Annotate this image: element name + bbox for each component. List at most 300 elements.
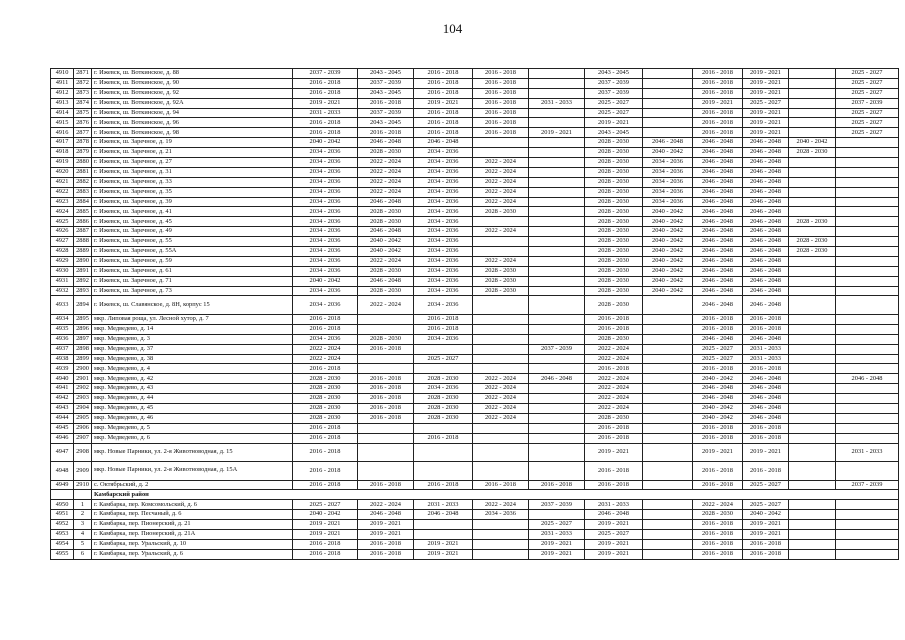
repair-period-cell: 2046 - 2048 bbox=[693, 177, 743, 187]
repair-period-cell bbox=[643, 404, 693, 414]
repair-period-cell bbox=[643, 530, 693, 540]
repair-period-cell: 2031 - 2033 bbox=[529, 98, 585, 108]
repair-period-cell: 2037 - 2039 bbox=[585, 88, 643, 98]
row-number: 4946 bbox=[51, 433, 74, 443]
repair-period-cell: 2016 - 2018 bbox=[414, 118, 473, 128]
repair-period-cell: 2046 - 2048 bbox=[693, 286, 743, 296]
repair-period-cell bbox=[473, 443, 529, 462]
repair-period-cell bbox=[414, 530, 473, 540]
repair-period-cell bbox=[789, 128, 836, 138]
repair-period-cell: 2046 - 2048 bbox=[693, 334, 743, 344]
repair-period-cell bbox=[789, 207, 836, 217]
table-row bbox=[51, 217, 899, 227]
table-row bbox=[51, 364, 899, 374]
address-cell: мкр. Медведево, д. 4 bbox=[92, 364, 293, 374]
repair-period-cell: 2046 - 2048 bbox=[743, 334, 789, 344]
table-row bbox=[51, 384, 899, 394]
repair-period-cell: 2028 - 2030 bbox=[585, 177, 643, 187]
address-cell: г. Ижевск, ш. Заречное, д. 39 bbox=[92, 197, 293, 207]
repair-period-cell: 2046 - 2048 bbox=[693, 296, 743, 315]
repair-period-cell: 2046 - 2048 bbox=[693, 207, 743, 217]
repair-period-cell bbox=[529, 118, 585, 128]
repair-period-cell: 2046 - 2048 bbox=[693, 158, 743, 168]
repair-period-cell: 2019 - 2021 bbox=[414, 539, 473, 549]
table-row bbox=[51, 510, 899, 520]
repair-period-cell: 2046 - 2048 bbox=[693, 247, 743, 257]
repair-period-cell bbox=[358, 364, 414, 374]
repair-period-cell: 2022 - 2024 bbox=[585, 374, 643, 384]
table-row bbox=[51, 314, 899, 324]
repair-period-cell: 2040 - 2042 bbox=[693, 374, 743, 384]
empty-cell bbox=[74, 490, 92, 500]
repair-period-cell: 2034 - 2036 bbox=[414, 256, 473, 266]
repair-period-cell: 2046 - 2048 bbox=[743, 384, 789, 394]
repair-period-cell bbox=[529, 197, 585, 207]
repair-period-cell bbox=[643, 539, 693, 549]
repair-period-cell: 2031 - 2033 bbox=[293, 108, 358, 118]
repair-period-cell: 2040 - 2042 bbox=[643, 256, 693, 266]
row-number: 4910 bbox=[51, 69, 74, 79]
address-cell: г. Ижевск, ш. Воткинское, д. 88 bbox=[92, 69, 293, 79]
row-number: 4931 bbox=[51, 276, 74, 286]
address-cell: г. Камбарка, пер. Уральский, д. 10 bbox=[92, 539, 293, 549]
repair-period-cell: 2028 - 2030 bbox=[585, 197, 643, 207]
repair-period-cell bbox=[643, 394, 693, 404]
repair-period-cell: 2046 - 2048 bbox=[693, 266, 743, 276]
repair-period-cell bbox=[789, 344, 836, 354]
row-number: 4933 bbox=[51, 296, 74, 315]
repair-period-cell bbox=[643, 108, 693, 118]
repair-period-cell: 2040 - 2042 bbox=[789, 138, 836, 148]
repair-period-cell: 2046 - 2048 bbox=[743, 247, 789, 257]
repair-period-cell bbox=[789, 539, 836, 549]
row-number: 4918 bbox=[51, 148, 74, 158]
building-number: 2879 bbox=[74, 148, 92, 158]
repair-period-cell: 2019 - 2021 bbox=[414, 98, 473, 108]
address-cell: г. Ижевск, ш. Воткинское, д. 94 bbox=[92, 108, 293, 118]
repair-period-cell bbox=[789, 197, 836, 207]
repair-period-cell: 2046 - 2048 bbox=[693, 167, 743, 177]
repair-period-cell bbox=[473, 237, 529, 247]
address-cell: г. Ижевск, ш. Заречное, д. 73 bbox=[92, 286, 293, 296]
row-number: 4939 bbox=[51, 364, 74, 374]
repair-period-cell: 2016 - 2018 bbox=[358, 344, 414, 354]
table-row bbox=[51, 296, 899, 315]
address-cell: г. Ижевск, ш. Воткинское, д. 92 bbox=[92, 88, 293, 98]
row-number: 4942 bbox=[51, 394, 74, 404]
repair-period-cell: 2043 - 2045 bbox=[358, 69, 414, 79]
repair-period-cell: 2040 - 2042 bbox=[358, 237, 414, 247]
building-number: 2877 bbox=[74, 128, 92, 138]
address-cell: г. Камбарка, пер. Пионерский, д. 21А bbox=[92, 530, 293, 540]
repair-period-cell bbox=[789, 256, 836, 266]
repair-period-cell bbox=[358, 354, 414, 364]
address-cell: г. Ижевск, ш. Заречное, д. 33 bbox=[92, 177, 293, 187]
building-number: 2888 bbox=[74, 237, 92, 247]
address-cell: с. Октябрьский, д. 2 bbox=[92, 480, 293, 490]
repair-period-cell: 2016 - 2018 bbox=[473, 108, 529, 118]
row-number: 4937 bbox=[51, 344, 74, 354]
repair-period-cell bbox=[836, 334, 899, 344]
repair-period-cell bbox=[529, 247, 585, 257]
repair-period-cell: 2034 - 2036 bbox=[473, 510, 529, 520]
row-number: 4913 bbox=[51, 98, 74, 108]
repair-period-cell: 2046 - 2048 bbox=[836, 374, 899, 384]
row-number: 4929 bbox=[51, 256, 74, 266]
repair-period-cell: 2031 - 2033 bbox=[414, 500, 473, 510]
repair-period-cell: 2043 - 2045 bbox=[358, 88, 414, 98]
repair-period-cell: 2034 - 2036 bbox=[414, 296, 473, 315]
address-cell: г. Ижевск, ш. Заречное, д. 27 bbox=[92, 158, 293, 168]
address-cell: мкр. Медведево, д. 43 bbox=[92, 384, 293, 394]
building-number: 2896 bbox=[74, 324, 92, 334]
repair-period-cell bbox=[473, 549, 529, 559]
row-number: 4915 bbox=[51, 118, 74, 128]
repair-period-cell: 2046 - 2048 bbox=[693, 256, 743, 266]
table-row bbox=[51, 480, 899, 490]
repair-period-cell: 2025 - 2027 bbox=[585, 108, 643, 118]
repair-period-cell: 2019 - 2021 bbox=[585, 443, 643, 462]
repair-period-cell: 2016 - 2018 bbox=[293, 433, 358, 443]
repair-period-cell: 2019 - 2021 bbox=[743, 108, 789, 118]
address-cell: мкр. Медведево, д. 46 bbox=[92, 413, 293, 423]
repair-period-cell: 2028 - 2030 bbox=[585, 256, 643, 266]
building-number: 2883 bbox=[74, 187, 92, 197]
repair-period-cell: 2022 - 2024 bbox=[585, 384, 643, 394]
repair-period-cell bbox=[529, 227, 585, 237]
repair-period-cell: 2046 - 2048 bbox=[693, 187, 743, 197]
repair-period-cell: 2034 - 2036 bbox=[414, 286, 473, 296]
repair-period-cell: 2046 - 2048 bbox=[743, 404, 789, 414]
repair-period-cell: 2034 - 2036 bbox=[293, 247, 358, 257]
repair-period-cell: 2016 - 2018 bbox=[743, 324, 789, 334]
repair-period-cell: 2046 - 2048 bbox=[743, 217, 789, 227]
repair-period-cell: 2040 - 2042 bbox=[358, 247, 414, 257]
repair-period-cell bbox=[473, 217, 529, 227]
building-number: 4 bbox=[74, 530, 92, 540]
repair-period-cell: 2016 - 2018 bbox=[293, 423, 358, 433]
repair-period-cell: 2031 - 2033 bbox=[529, 530, 585, 540]
row-number: 4945 bbox=[51, 423, 74, 433]
repair-period-cell bbox=[529, 69, 585, 79]
repair-period-cell: 2022 - 2024 bbox=[585, 404, 643, 414]
repair-period-cell: 2028 - 2030 bbox=[585, 167, 643, 177]
repair-period-cell bbox=[789, 187, 836, 197]
table-row bbox=[51, 413, 899, 423]
repair-period-cell bbox=[529, 296, 585, 315]
repair-period-cell bbox=[789, 227, 836, 237]
repair-period-cell: 2025 - 2027 bbox=[836, 118, 899, 128]
repair-period-cell: 2046 - 2048 bbox=[693, 227, 743, 237]
repair-period-cell bbox=[643, 354, 693, 364]
address-cell: г. Ижевск, ш. Воткинское, д. 98 bbox=[92, 128, 293, 138]
repair-period-cell: 2034 - 2036 bbox=[293, 197, 358, 207]
repair-period-cell: 2022 - 2024 bbox=[293, 344, 358, 354]
repair-period-cell: 2028 - 2030 bbox=[585, 207, 643, 217]
repair-period-cell bbox=[358, 423, 414, 433]
row-number: 4924 bbox=[51, 207, 74, 217]
repair-period-cell: 2031 - 2033 bbox=[743, 354, 789, 364]
repair-period-cell bbox=[529, 266, 585, 276]
repair-period-cell: 2034 - 2036 bbox=[293, 187, 358, 197]
repair-period-cell bbox=[789, 88, 836, 98]
repair-period-cell: 2037 - 2039 bbox=[585, 78, 643, 88]
repair-period-cell bbox=[789, 314, 836, 324]
row-number: 4925 bbox=[51, 217, 74, 227]
repair-period-cell: 2022 - 2024 bbox=[358, 187, 414, 197]
row-number: 4912 bbox=[51, 88, 74, 98]
repair-period-cell bbox=[529, 217, 585, 227]
repair-period-cell: 2016 - 2018 bbox=[693, 324, 743, 334]
repair-period-cell: 2046 - 2048 bbox=[743, 148, 789, 158]
address-cell: г. Ижевск, ш. Заречное, д. 41 bbox=[92, 207, 293, 217]
repair-period-cell: 2016 - 2018 bbox=[693, 433, 743, 443]
repair-period-cell bbox=[643, 69, 693, 79]
repair-period-cell: 2016 - 2018 bbox=[358, 480, 414, 490]
repair-period-cell: 2022 - 2024 bbox=[293, 354, 358, 364]
repair-period-cell: 2046 - 2048 bbox=[643, 138, 693, 148]
building-number: 2887 bbox=[74, 227, 92, 237]
table-row bbox=[51, 549, 899, 559]
building-number: 2878 bbox=[74, 138, 92, 148]
repair-period-cell: 2034 - 2036 bbox=[414, 167, 473, 177]
building-number: 2898 bbox=[74, 344, 92, 354]
repair-period-cell bbox=[529, 334, 585, 344]
building-number: 2875 bbox=[74, 108, 92, 118]
row-number: 4955 bbox=[51, 549, 74, 559]
repair-period-cell bbox=[836, 237, 899, 247]
repair-period-cell: 2034 - 2036 bbox=[414, 334, 473, 344]
address-cell: г. Ижевск, ш. Заречное, д. 55А bbox=[92, 247, 293, 257]
repair-period-cell: 2034 - 2036 bbox=[414, 217, 473, 227]
repair-period-cell: 2028 - 2030 bbox=[585, 217, 643, 227]
repair-period-cell: 2016 - 2018 bbox=[743, 314, 789, 324]
repair-period-cell bbox=[836, 462, 899, 481]
repair-period-cell: 2016 - 2018 bbox=[358, 394, 414, 404]
repair-period-cell: 2046 - 2048 bbox=[358, 138, 414, 148]
repair-period-cell: 2025 - 2027 bbox=[836, 88, 899, 98]
repair-period-cell bbox=[789, 413, 836, 423]
repair-period-cell: 2046 - 2048 bbox=[529, 374, 585, 384]
repair-period-cell bbox=[473, 344, 529, 354]
repair-period-cell: 2034 - 2036 bbox=[293, 256, 358, 266]
repair-period-cell: 2028 - 2030 bbox=[585, 413, 643, 423]
address-cell: г. Ижевск, ш. Заречное, д. 45 bbox=[92, 217, 293, 227]
repair-period-cell: 2040 - 2042 bbox=[693, 404, 743, 414]
repair-period-cell bbox=[414, 443, 473, 462]
repair-period-cell: 2016 - 2018 bbox=[585, 314, 643, 324]
repair-period-cell: 2046 - 2048 bbox=[358, 276, 414, 286]
repair-period-cell: 2028 - 2030 bbox=[358, 148, 414, 158]
repair-period-cell: 2043 - 2045 bbox=[358, 118, 414, 128]
building-number: 2889 bbox=[74, 247, 92, 257]
repair-period-cell bbox=[789, 354, 836, 364]
repair-period-cell: 2016 - 2018 bbox=[293, 443, 358, 462]
repair-period-cell: 2034 - 2036 bbox=[643, 158, 693, 168]
district-header-row bbox=[51, 490, 899, 500]
repair-period-cell: 2022 - 2024 bbox=[358, 158, 414, 168]
repair-period-cell bbox=[473, 423, 529, 433]
repair-period-cell: 2034 - 2036 bbox=[414, 207, 473, 217]
repair-period-cell: 2016 - 2018 bbox=[293, 128, 358, 138]
row-number: 4919 bbox=[51, 158, 74, 168]
repair-period-cell: 2025 - 2027 bbox=[836, 108, 899, 118]
repair-period-cell: 2025 - 2027 bbox=[743, 500, 789, 510]
row-number: 4930 bbox=[51, 266, 74, 276]
repair-period-cell: 2028 - 2030 bbox=[585, 148, 643, 158]
repair-period-cell: 2043 - 2045 bbox=[585, 69, 643, 79]
repair-period-cell bbox=[789, 404, 836, 414]
repair-period-cell bbox=[643, 480, 693, 490]
repair-period-cell bbox=[473, 314, 529, 324]
repair-period-cell: 2046 - 2048 bbox=[585, 510, 643, 520]
repair-period-cell bbox=[414, 423, 473, 433]
repair-period-cell: 2016 - 2018 bbox=[473, 118, 529, 128]
table-row bbox=[51, 256, 899, 266]
repair-period-cell: 2028 - 2030 bbox=[358, 217, 414, 227]
repair-period-cell bbox=[789, 433, 836, 443]
table-row bbox=[51, 148, 899, 158]
repair-period-cell: 2034 - 2036 bbox=[414, 158, 473, 168]
address-cell: г. Камбарка, пер. Пионерский, д. 21 bbox=[92, 520, 293, 530]
building-number: 2901 bbox=[74, 374, 92, 384]
address-cell: мкр. Новые Парники, ул. 2-я Животноводная, д. 15 bbox=[92, 443, 293, 462]
repair-period-cell: 2034 - 2036 bbox=[293, 217, 358, 227]
repair-period-cell bbox=[789, 443, 836, 462]
table-row bbox=[51, 227, 899, 237]
repair-period-cell: 2046 - 2048 bbox=[358, 510, 414, 520]
repair-period-cell: 2034 - 2036 bbox=[293, 227, 358, 237]
repair-period-cell: 2025 - 2027 bbox=[693, 344, 743, 354]
table-row bbox=[51, 374, 899, 384]
repair-period-cell: 2046 - 2048 bbox=[693, 148, 743, 158]
repair-period-cell: 2034 - 2036 bbox=[293, 177, 358, 187]
repair-period-cell: 2028 - 2030 bbox=[585, 138, 643, 148]
repair-period-cell: 2046 - 2048 bbox=[743, 374, 789, 384]
building-number: 2893 bbox=[74, 286, 92, 296]
address-cell: г. Ижевск, ш. Заречное, д. 31 bbox=[92, 167, 293, 177]
repair-period-cell: 2016 - 2018 bbox=[358, 98, 414, 108]
repair-period-cell bbox=[789, 520, 836, 530]
repair-period-cell: 2016 - 2018 bbox=[293, 314, 358, 324]
repair-period-cell: 2019 - 2021 bbox=[585, 549, 643, 559]
repair-period-cell bbox=[643, 462, 693, 481]
repair-period-cell: 2016 - 2018 bbox=[585, 364, 643, 374]
repair-period-cell: 2022 - 2024 bbox=[358, 177, 414, 187]
repair-period-cell bbox=[643, 296, 693, 315]
repair-period-cell: 2034 - 2036 bbox=[293, 286, 358, 296]
repair-period-cell bbox=[414, 520, 473, 530]
repair-period-cell bbox=[789, 374, 836, 384]
repair-period-cell bbox=[473, 433, 529, 443]
repair-period-cell bbox=[529, 78, 585, 88]
repair-period-cell: 2016 - 2018 bbox=[414, 433, 473, 443]
repair-period-cell: 2022 - 2024 bbox=[473, 500, 529, 510]
repair-period-cell bbox=[529, 394, 585, 404]
repair-period-cell: 2028 - 2030 bbox=[293, 404, 358, 414]
repair-period-cell: 2016 - 2018 bbox=[293, 78, 358, 88]
repair-period-cell: 2025 - 2027 bbox=[836, 78, 899, 88]
repair-period-cell: 2016 - 2018 bbox=[693, 423, 743, 433]
repair-period-cell: 2034 - 2036 bbox=[414, 237, 473, 247]
repair-period-cell: 2040 - 2042 bbox=[293, 510, 358, 520]
repair-period-cell: 2019 - 2021 bbox=[585, 118, 643, 128]
address-cell: г. Ижевск, ш. Заречное, д. 21 bbox=[92, 148, 293, 158]
repair-period-cell: 2019 - 2021 bbox=[743, 69, 789, 79]
row-number: 4916 bbox=[51, 128, 74, 138]
repair-period-cell: 2019 - 2021 bbox=[585, 520, 643, 530]
building-number: 2897 bbox=[74, 334, 92, 344]
repair-period-cell: 2028 - 2030 bbox=[358, 266, 414, 276]
repair-period-cell: 2016 - 2018 bbox=[693, 88, 743, 98]
repair-period-cell bbox=[836, 256, 899, 266]
table-row bbox=[51, 286, 899, 296]
repair-period-cell: 2016 - 2018 bbox=[414, 78, 473, 88]
repair-period-cell: 2019 - 2021 bbox=[529, 539, 585, 549]
repair-period-cell bbox=[789, 500, 836, 510]
table-row bbox=[51, 324, 899, 334]
address-cell: г. Ижевск, ш. Славянское, д. 8Н, корпус 15 bbox=[92, 296, 293, 315]
repair-period-cell: 2016 - 2018 bbox=[293, 118, 358, 128]
repair-period-cell bbox=[836, 510, 899, 520]
repair-period-cell: 2016 - 2018 bbox=[529, 480, 585, 490]
repair-period-cell: 2046 - 2048 bbox=[743, 237, 789, 247]
repair-period-cell: 2046 - 2048 bbox=[743, 286, 789, 296]
repair-period-cell bbox=[529, 177, 585, 187]
repair-period-cell: 2028 - 2030 bbox=[585, 296, 643, 315]
address-cell: г. Камбарка, пер. Уральский, д. 6 bbox=[92, 549, 293, 559]
page-number: 104 bbox=[442, 21, 463, 36]
repair-period-cell: 2016 - 2018 bbox=[585, 433, 643, 443]
repair-period-cell bbox=[643, 314, 693, 324]
repair-period-cell bbox=[643, 98, 693, 108]
repair-period-cell bbox=[529, 286, 585, 296]
repair-period-cell: 2028 - 2030 bbox=[473, 266, 529, 276]
repair-period-cell bbox=[836, 197, 899, 207]
address-cell: г. Ижевск, ш. Заречное, д. 59 bbox=[92, 256, 293, 266]
repair-period-cell bbox=[358, 324, 414, 334]
repair-period-cell bbox=[358, 433, 414, 443]
repair-period-cell bbox=[529, 404, 585, 414]
repair-period-cell: 2025 - 2027 bbox=[836, 128, 899, 138]
repair-period-cell bbox=[836, 286, 899, 296]
repair-period-cell: 2046 - 2048 bbox=[743, 296, 789, 315]
repair-period-cell: 2019 - 2021 bbox=[743, 128, 789, 138]
repair-period-cell: 2046 - 2048 bbox=[743, 167, 789, 177]
repair-period-cell: 2034 - 2036 bbox=[414, 187, 473, 197]
row-number: 4947 bbox=[51, 443, 74, 462]
repair-period-cell bbox=[789, 177, 836, 187]
repair-period-cell bbox=[836, 217, 899, 227]
repair-period-cell: 2016 - 2018 bbox=[293, 462, 358, 481]
building-number: 1 bbox=[74, 500, 92, 510]
repair-period-cell bbox=[836, 549, 899, 559]
repair-period-cell: 2046 - 2048 bbox=[414, 138, 473, 148]
repair-period-cell bbox=[529, 207, 585, 217]
repair-period-cell: 2022 - 2024 bbox=[473, 197, 529, 207]
repair-period-cell bbox=[414, 344, 473, 354]
repair-period-cell: 2040 - 2042 bbox=[643, 227, 693, 237]
table-row bbox=[51, 138, 899, 148]
repair-period-cell bbox=[836, 148, 899, 158]
address-cell: г. Ижевск, ш. Заречное, д. 55 bbox=[92, 237, 293, 247]
repair-period-cell: 2028 - 2030 bbox=[358, 334, 414, 344]
repair-period-cell: 2046 - 2048 bbox=[743, 158, 789, 168]
repair-period-cell: 2028 - 2030 bbox=[585, 276, 643, 286]
row-number: 4921 bbox=[51, 177, 74, 187]
repair-period-cell bbox=[836, 384, 899, 394]
building-number: 2884 bbox=[74, 197, 92, 207]
